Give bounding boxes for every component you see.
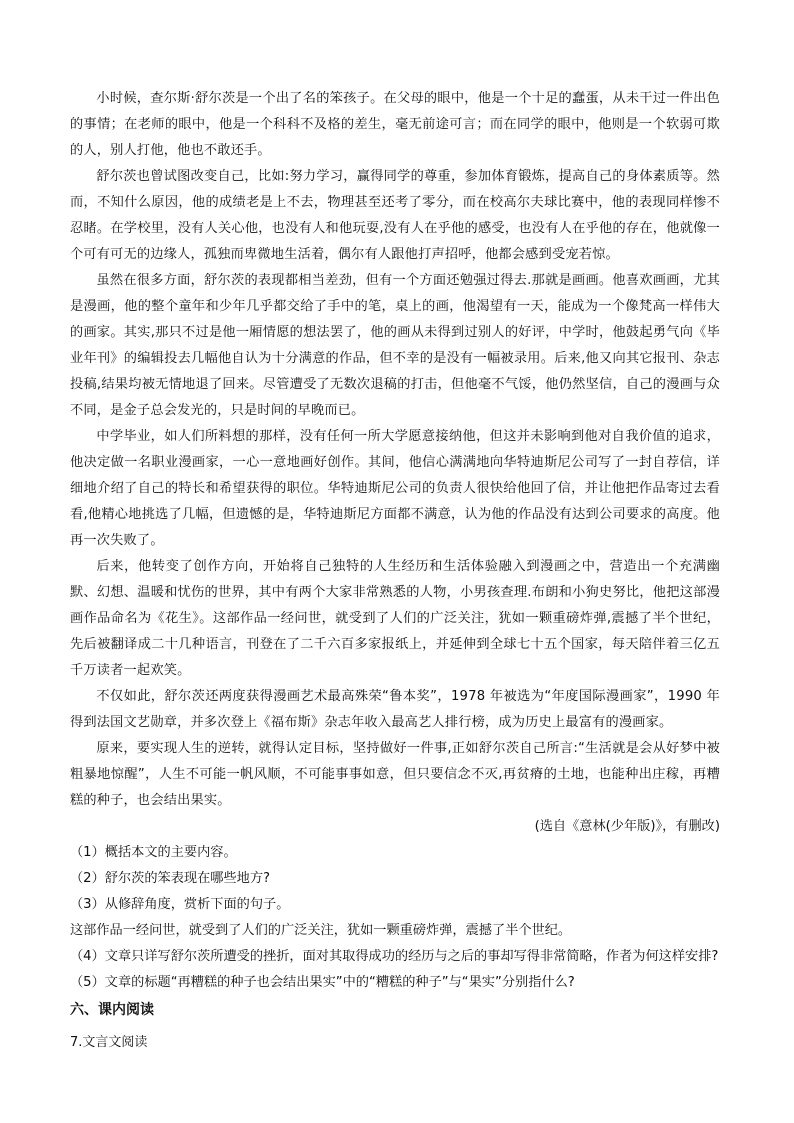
question-3-quote: 这部作品一经问世，就受到了人们的广泛关注，犹如一颗重磅炸弹，震撼了半个世纪。 bbox=[70, 923, 572, 938]
article-paragraph: 不仅如此，舒尔茨还两度获得漫画艺术最高殊荣“鲁本奖”，1978 年被选为“年度国际漫画家”，1990 年得到法国文艺勋章，并多次登上《福布斯》杂志年收入最高艺人排行榜，成为历史上最富有的漫画家。 bbox=[70, 689, 720, 730]
article-paragraph: 后来，他转变了创作方向，开始将自己独特的人生经历和生活体验融入到漫画之中，营造出一个充满幽默、幻想、温暖和忧伤的世界，其中有两个大家非常熟悉的人物，小男孩查理.布朗和小狗史努比，他把这部漫画作品命名为《花生》。这部作品一经问世，就受到了人们的广泛关注，犹如一颗重磅炸弹,震撼了半个世纪，先后被翻译成二十几种语言，刊登在了二千六百多家报纸上，并延伸到全球七十五个国家，每天陪伴着三亿五千万读者一起欢笑。 bbox=[70, 559, 720, 678]
question-3: （3）从修辞角度，赏析下面的句子。 bbox=[70, 897, 290, 912]
question-4: （4）文章只详写舒尔茨所遭受的挫折，面对其取得成功的经历与之后的事却写得非常简略，作者为何这样安排? bbox=[70, 949, 719, 964]
article-paragraph: 舒尔茨也曾试图改变自己，比如:努力学习，赢得同学的尊重，参加体育锻炼，提高自己的身体素质等。然而，不知什么原因，他的成绩老是上不去，物理甚至还考了零分，而在校高尔夫球比赛中，他的表现同样惨不忍睹。在学校里，没有人关心他，也没有人和他玩耍,没有人在乎他的感受，也没有人在乎他的存在，他就像一个可有可无的边缘人，孤独而卑微地生活着，偶尔有人跟他打声招呼，他都会感到受宠若惊。 bbox=[70, 169, 720, 262]
article-source: (选自《意林(少年版)》，有删改) bbox=[534, 819, 720, 834]
question-1: （1）概括本文的主要内容。 bbox=[70, 845, 237, 860]
article-paragraph: 原来，要实现人生的逆转，就得认定目标，坚持做好一件事,正如舒尔茨自己所言:“生活就是会从好梦中被粗暴地惊醒”，人生不可能一帆风顺，不可能事事如意，但只要信念不灭,再贫瘠的土地，也能种出庄稼，再糟糕的种子，也会结出果实。 bbox=[70, 741, 720, 808]
article-paragraph: 小时候，查尔斯·舒尔茨是一个出了名的笨孩子。在父母的眼中，他是一个十足的蠢蛋，从未干过一件出色的事情；在老师的眼中，他是一个科科不及格的差生，毫无前途可言；而在同学的眼中，他则是一个软弱可欺的人，别人打他，他也不敢还手。 bbox=[70, 91, 720, 158]
section-subheading: 7.文言文阅读 bbox=[70, 1035, 148, 1050]
question-5: （5）文章的标题“再糟糕的种子也会结出果实”中的“糟糕的种子”与“果实”分别指什么? bbox=[70, 975, 575, 990]
question-2: （2）舒尔茨的笨表现在哪些地方? bbox=[70, 871, 271, 886]
document-page bbox=[70, 86, 720, 1056]
article-paragraph: 中学毕业，如人们所料想的那样，没有任何一所大学愿意接纳他，但这并未影响到他对自我价值的追求，他决定做一名职业漫画家，一心一意地画好创作。其间，他信心满满地向华特迪斯尼公司写了一封自荐信，详细地介绍了自己的特长和希望获得的职位。华特迪斯尼公司的负责人很快给他回了信，并让他把作品寄过去看看,他精心地挑选了几幅，但遗憾的是，华特迪斯尼方面都不满意，认为他的作品没有达到公司要求的高度。他再一次失败了。 bbox=[70, 429, 720, 548]
section-heading: 六、课内阅读 bbox=[70, 1002, 154, 1018]
article-paragraph: 虽然在很多方面，舒尔茨的表现都相当差劲，但有一个方面还勉强过得去.那就是画画。他喜欢画画，尤其是漫画，他的整个童年和少年几乎都交给了手中的笔，桌上的画，他渴望有一天，能成为一个像梵高一样伟大的画家。其实,那只不过是他一厢情愿的想法罢了，他的画从未得到过别人的好评，中学时，他鼓起勇气向《毕业年刊》的编辑投去几幅他自认为十分满意的作品，但不幸的是没有一幅被录用。后来,他又向其它报刊、杂志投稿,结果均被无情地退了回来。尽管遭受了无数次退稿的打击，但他毫不气馁，他仍然坚信，自己的漫画与众不同，是金子总会发光的，只是时间的早晚而已。 bbox=[70, 273, 720, 418]
